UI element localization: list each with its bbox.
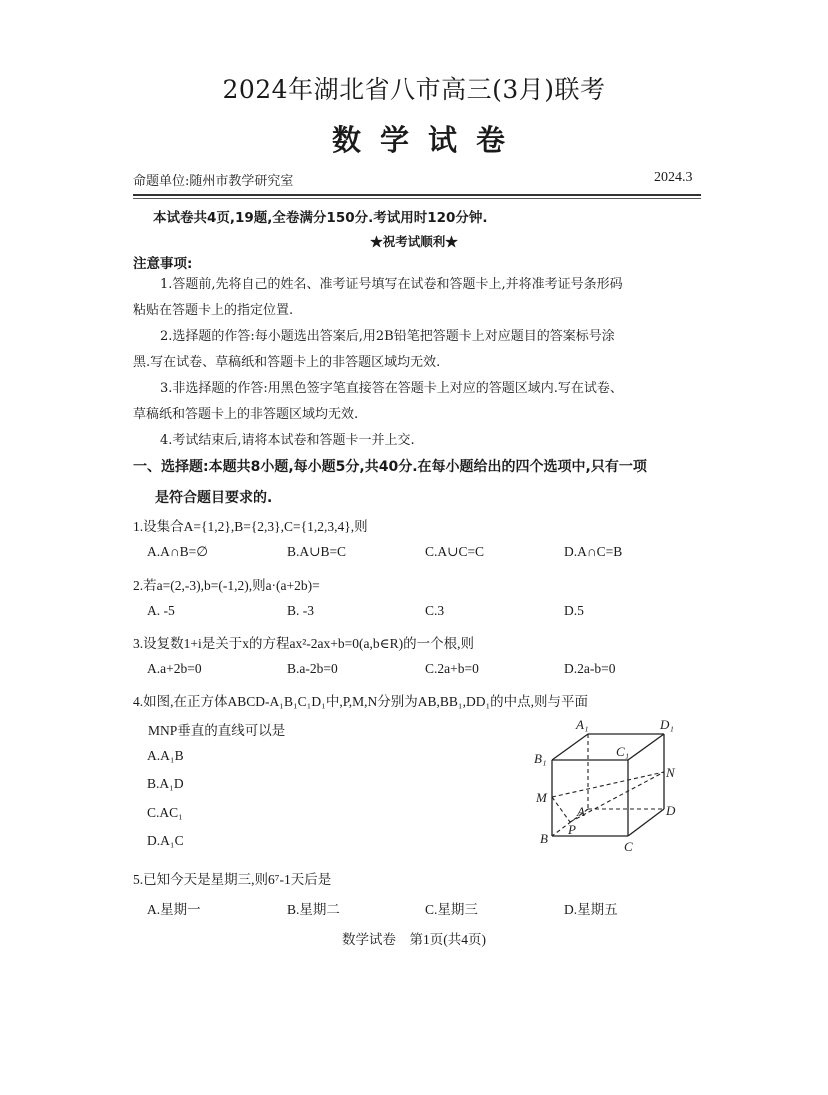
- question-5-stem: 5.已知今天是星期三,则6⁷-1天后是: [133, 872, 332, 887]
- question-4-stem-cont: MNP垂直的直线可以是: [148, 723, 286, 738]
- section-heading: 一、选择题:本题共8小题,每小题5分,共40分.在每小题给出的四个选项中,只有一项: [133, 459, 647, 475]
- exam-date: 2024.3: [654, 170, 693, 185]
- notice-2-cont: 黑.写在试卷、草稿纸和答题卡上的非答题区域均无效.: [133, 355, 441, 370]
- label-p: P: [568, 822, 576, 837]
- question-4-option-a: A.A₁B: [147, 748, 184, 763]
- label-d: D: [666, 803, 676, 818]
- author-unit: 命题单位:随州市教学研究室: [133, 174, 294, 189]
- question-4-option-d: D.A₁C: [147, 833, 184, 848]
- header-rule-thin: [133, 198, 701, 199]
- notice-3: 3.非选择题的作答:用黑色签字笔直接答在答题卡上对应的答题区域内.写在试卷、: [160, 381, 623, 396]
- question-3-option-d: D.2a-b=0: [564, 661, 616, 676]
- segment-m-n: [552, 772, 664, 797]
- exam-title: 2024年湖北省八市高三(3月)联考: [222, 75, 606, 104]
- question-5-option-c: C.星期三: [425, 902, 478, 917]
- label-m: M: [536, 790, 547, 805]
- question-3-stem: 3.设复数1+i是关于x的方程ax²-2ax+b=0(a,b∈R)的一个根,则: [133, 636, 474, 651]
- label-n: N: [666, 765, 675, 780]
- label-b1: B₁: [534, 751, 547, 766]
- good-luck-banner: ★祝考试顺利★: [370, 234, 458, 249]
- exam-summary: 本试卷共4页,19题,全卷满分150分.考试用时120分钟.: [153, 210, 488, 226]
- question-4-option-b: B.A₁D: [147, 776, 184, 791]
- question-1-option-a: A.A∩B=∅: [147, 544, 209, 559]
- segment-m-p: [552, 797, 570, 822]
- question-1-option-c: C.A∪C=C: [425, 544, 485, 559]
- question-4-option-c: C.AC₁: [147, 805, 183, 820]
- question-2-stem: 2.若a=(2,-3),b=(-1,2),则a·(a+2b)=: [133, 578, 320, 593]
- edge-d1-c1: [628, 734, 664, 760]
- question-1-option-d: D.A∩C=B: [564, 544, 623, 559]
- question-5-option-a: A.星期一: [147, 902, 201, 917]
- question-3-option-a: A.a+2b=0: [147, 661, 202, 676]
- question-2-option-c: C.3: [425, 603, 445, 618]
- question-2-option-a: A. -5: [147, 603, 175, 618]
- notice-1-cont: 粘贴在答题卡上的指定位置.: [133, 303, 294, 318]
- label-c: C: [624, 839, 633, 854]
- question-3-option-c: C.2a+b=0: [425, 661, 479, 676]
- header-rule: [133, 194, 701, 196]
- edge-a1-b1: [552, 734, 588, 760]
- label-d1: D₁: [660, 717, 674, 732]
- notice-title: 注意事项:: [133, 256, 193, 272]
- question-4-stem: 4.如图,在正方体ABCD-A₁B₁C₁D₁中,P,M,N分别为AB,BB₁,DD₁的中点,则与平面: [133, 694, 589, 709]
- label-a1: A₁: [576, 717, 589, 732]
- question-1-option-b: B.A∪B=C: [287, 544, 347, 559]
- notice-2: 2.选择题的作答:每小题选出答案后,用2B铅笔把答题卡上对应题目的答案标号涂: [160, 329, 615, 344]
- label-c1: C₁: [616, 744, 630, 759]
- notice-1: 1.答题前,先将自己的姓名、准考证号填写在试卷和答题卡上,并将准考证号条形码: [160, 277, 623, 292]
- notice-4: 4.考试结束后,请将本试卷和答题卡一并上交.: [160, 433, 415, 448]
- question-3-option-b: B.a-2b=0: [287, 661, 338, 676]
- label-a: A: [577, 804, 585, 819]
- question-2-option-b: B. -3: [287, 603, 314, 618]
- page-footer: 数学试卷 第1页(共4页): [342, 932, 486, 947]
- edge-c-d: [628, 809, 664, 836]
- label-b: B: [540, 831, 548, 846]
- question-5-option-d: D.星期五: [564, 902, 618, 917]
- cube-figure: [520, 710, 700, 860]
- notice-3-cont: 草稿纸和答题卡上的非答题区域均无效.: [133, 407, 359, 422]
- question-1-stem: 1.设集合A={1,2},B={2,3},C={1,2,3,4},则: [133, 519, 368, 534]
- question-2-option-d: D.5: [564, 603, 584, 618]
- exam-subject: 数学试卷: [331, 123, 524, 157]
- question-5-option-b: B.星期二: [287, 902, 340, 917]
- section-heading-cont: 是符合题目要求的.: [155, 490, 273, 506]
